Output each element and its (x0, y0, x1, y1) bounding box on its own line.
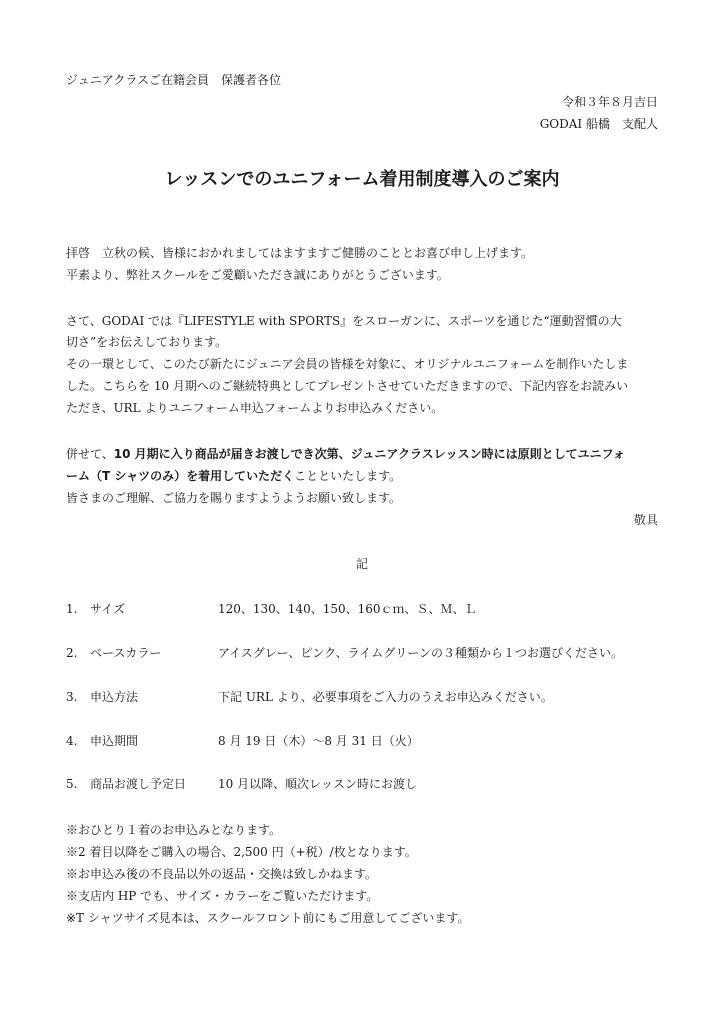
item-number: 3. (66, 690, 78, 704)
note-line: ※支店内 HP でも、サイズ・カラーをご覧いただけます。 (66, 889, 379, 903)
body-line: さて、GODAI では『LIFESTYLE with SPORTS』をスローガンに、スポーツを通じた“運動習慣の大 (66, 314, 622, 328)
body-line: その一環として、このたび新たにジュニア会員の皆様を対象に、オリジナルユニフォームを制作いたしま (66, 357, 629, 371)
item-value: 下記 URL より、必要事項をご入力のうえお申込みください。 (218, 690, 553, 704)
body-line: ただき、URL よりユニフォーム申込フォームよりお申込みください。 (66, 401, 444, 415)
notice-suffix: ことといたします。 (294, 469, 402, 483)
page-title: レッスンでのユニフォーム着用制度導入のご案内 (164, 169, 560, 190)
greeting-line: 平素より、弊社スクールをご愛顧いただき誠にありがとうございます。 (66, 268, 449, 282)
item-label: 商品お渡し予定日 (90, 777, 187, 791)
addressee: ジュニアクラスご在籍会員 保護者各位 (66, 73, 282, 87)
body-line: した。こちらを 10 月期へのご継続特典としてプレゼントさせていただきますので、下記内容をお読みい (66, 379, 629, 393)
notice-line: 皆さまのご理解、ご協力を賜りますようようお願い致します。 (66, 491, 402, 505)
list-item (0, 733, 724, 749)
body-line: 切さ”をお伝えしております。 (66, 335, 228, 349)
note-line: ※2 着目以降をご購入の場合、2,500 円（+税）/枚となります。 (66, 845, 417, 859)
note-line: ※T シャツサイズ見本は、スクールフロント前にもご用意してございます。 (66, 911, 470, 925)
item-value: 120、130、140、150、160ｃｍ、Ｓ、Ｍ、Ｌ (218, 602, 477, 616)
item-number: 5. (66, 777, 78, 791)
note-line: ※おひとり１着のお申込みとなります。 (66, 823, 282, 837)
greeting-line: 拝啓 立秋の候、皆様におかれましてはますますご健勝のこととお喜び申し上げます。 (66, 246, 534, 260)
list-item (0, 645, 724, 661)
item-number: 4. (66, 734, 78, 748)
sender: GODAI 船橋 支配人 (539, 117, 658, 131)
item-label: サイズ (90, 602, 126, 616)
item-number: 2. (66, 646, 78, 660)
item-number: 1. (66, 602, 78, 616)
notice-line (66, 446, 625, 462)
list-item (0, 689, 724, 705)
notice-emphasis: ーム（T シャツのみ）を着用していただく (66, 469, 295, 483)
item-label: ベースカラー (90, 646, 162, 660)
list-item (0, 601, 724, 617)
item-label: 申込方法 (90, 690, 139, 704)
notice-emphasis: 10 月期に入り商品が届きお渡しでき次第、ジュニアクラスレッスン時には原則としてユニフォ (113, 447, 625, 461)
notice-line (66, 468, 401, 484)
item-value: 8 月 19 日（木）～8 月 31 日（火） (218, 734, 419, 748)
list-item (0, 776, 724, 792)
item-label: 申込期間 (90, 734, 139, 748)
item-value: 10 月以降、順次レッスン時にお渡し (218, 777, 417, 791)
closing: 敬具 (633, 513, 658, 527)
note-line: ※お申込み後の不良品以外の返品・交換は致しかねます。 (66, 867, 378, 881)
item-value: アイスグレー、ピンク、ライムグリーンの３種類から１つお選びください。 (218, 646, 624, 660)
notice-prefix: 併せて、 (66, 447, 114, 461)
date: 令和３年８月吉日 (561, 95, 658, 109)
ki-heading: 記 (355, 557, 368, 571)
